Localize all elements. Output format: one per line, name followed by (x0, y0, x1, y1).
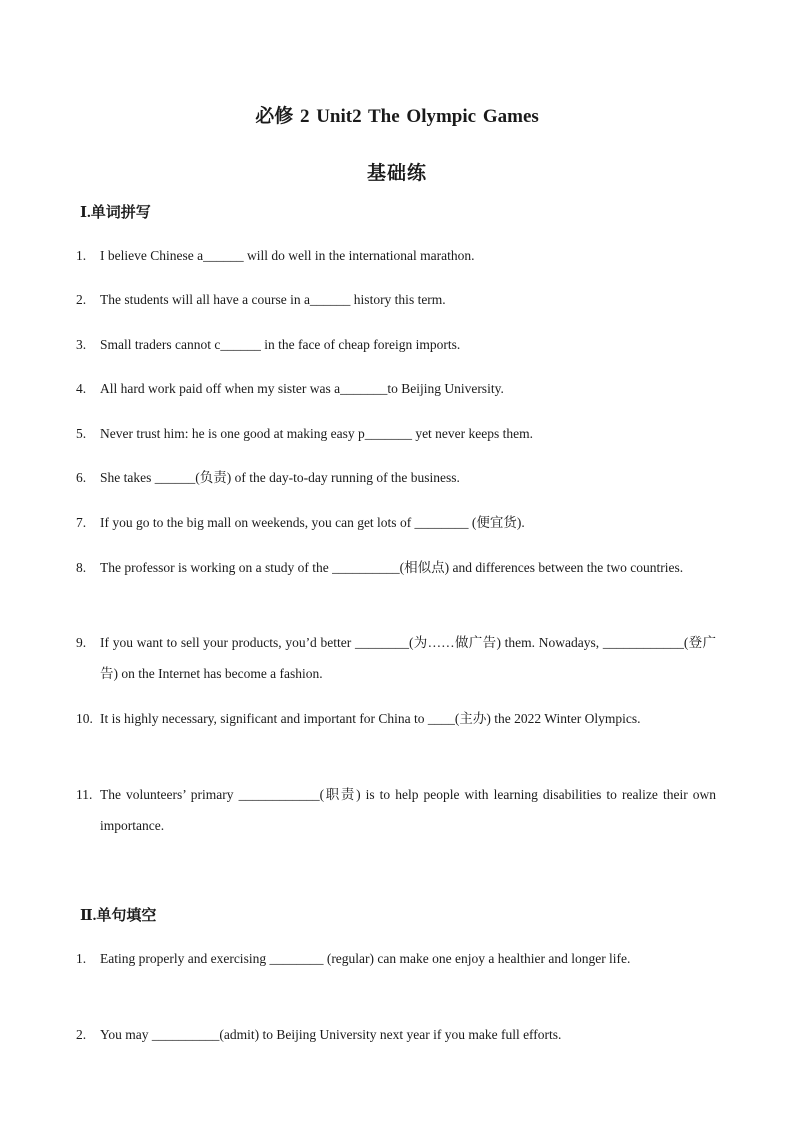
question-number: 7. (76, 515, 87, 530)
question-text: The students will all have a course in a______ history this term. (100, 292, 446, 307)
question-text: If you want to sell your products, you’d better ________(为……做广告) them. Nowadays, ____________(登广告) on the Internet has become a fashion. (100, 635, 716, 681)
question-text: You may __________(admit) to Beijing University next year if you make full efforts. (100, 1027, 562, 1042)
question-number: 8. (76, 560, 87, 575)
question-number: 1. (76, 951, 87, 966)
question-number: 9. (76, 635, 87, 650)
question-item (76, 418, 716, 449)
question-item (76, 284, 716, 315)
question-number: 1. (76, 248, 87, 263)
question-text: She takes ______(负责) of the day-to-day running of the business. (100, 470, 460, 485)
question-item (76, 1019, 716, 1050)
question-number: 10. (76, 711, 93, 726)
question-item (76, 943, 716, 974)
question-text: All hard work paid off when my sister was a_______to Beijing University. (100, 381, 504, 396)
question-text: Eating properly and exercising ________ (regular) can make one enjoy a healthier and longer life. (100, 951, 631, 966)
question-number: 2. (76, 1027, 87, 1042)
question-item (76, 373, 716, 404)
question-text: The volunteers’ primary ____________(职责) is to help people with learning disabilities to realize their own importance. (100, 787, 716, 833)
question-number: 5. (76, 426, 87, 441)
question-text: Small traders cannot c______ in the face of cheap foreign imports. (100, 337, 461, 352)
section-heading-spelling: Ⅰ.单词拼写 (80, 205, 151, 221)
question-item (76, 329, 716, 360)
question-item (76, 462, 716, 493)
question-number: 4. (76, 381, 87, 396)
question-item (76, 552, 716, 583)
question-item (76, 507, 716, 538)
question-text: If you go to the big mall on weekends, you can get lots of ________ (便宜货). (100, 515, 525, 530)
question-item (76, 240, 716, 271)
question-text: Never trust him: he is one good at making easy p_______ yet never keeps them. (100, 426, 534, 441)
question-text: It is highly necessary, significant and important for China to ____(主办) the 2022 Winter Olympics. (100, 711, 641, 726)
question-item (76, 779, 716, 841)
question-number: 3. (76, 337, 87, 352)
question-item (76, 627, 716, 689)
question-number: 2. (76, 292, 87, 307)
section-heading-fill-in: Ⅱ.单句填空 (80, 908, 157, 924)
question-number: 11. (76, 787, 93, 802)
question-number: 6. (76, 470, 87, 485)
document-title: 必修 2 Unit2 The Olympic Games (255, 106, 539, 127)
question-item (76, 703, 716, 734)
document-subtitle: 基础练 (366, 163, 427, 184)
question-text: The professor is working on a study of the __________(相似点) and differences between the two countries. (100, 560, 684, 575)
question-text: I believe Chinese a______ will do well in the international marathon. (100, 248, 475, 263)
